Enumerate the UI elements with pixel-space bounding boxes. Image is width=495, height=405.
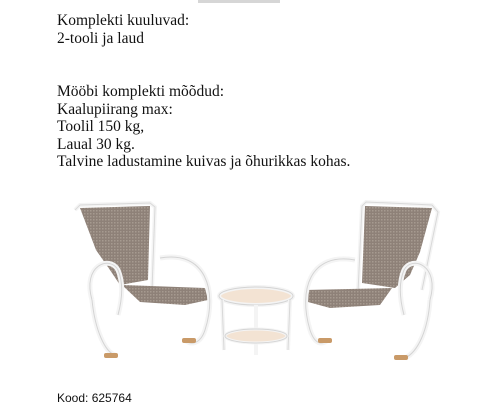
top-divider <box>198 0 280 3</box>
dimensions-heading: Mööbi komplekti mõõdud: <box>57 83 225 100</box>
contents-items: 2-tooli ja laud <box>57 29 144 47</box>
right-chair-front-foot <box>318 338 332 343</box>
table-load-limit: Laual 30 kg. <box>57 135 135 153</box>
left-chair-front-foot <box>182 338 196 343</box>
product-code: Kood: 625764 <box>57 391 132 405</box>
side-table <box>219 287 293 355</box>
chair-load-limit: Toolil 150 kg, <box>57 118 145 135</box>
left-chair-back-foot <box>104 353 118 358</box>
left-chair <box>75 203 210 358</box>
dimensions-section <box>57 83 350 171</box>
contents-heading: Komplekti kuuluvad: <box>57 12 190 29</box>
load-limit-title: Kaalupiirang max: <box>57 100 173 118</box>
contents-section <box>57 12 189 47</box>
storage-note: Talvine ladustamine kuivas ja õhurikkas kohas. <box>57 153 351 170</box>
right-chair-back-foot <box>394 355 408 360</box>
right-chair <box>305 202 438 360</box>
product-photo <box>60 190 460 390</box>
